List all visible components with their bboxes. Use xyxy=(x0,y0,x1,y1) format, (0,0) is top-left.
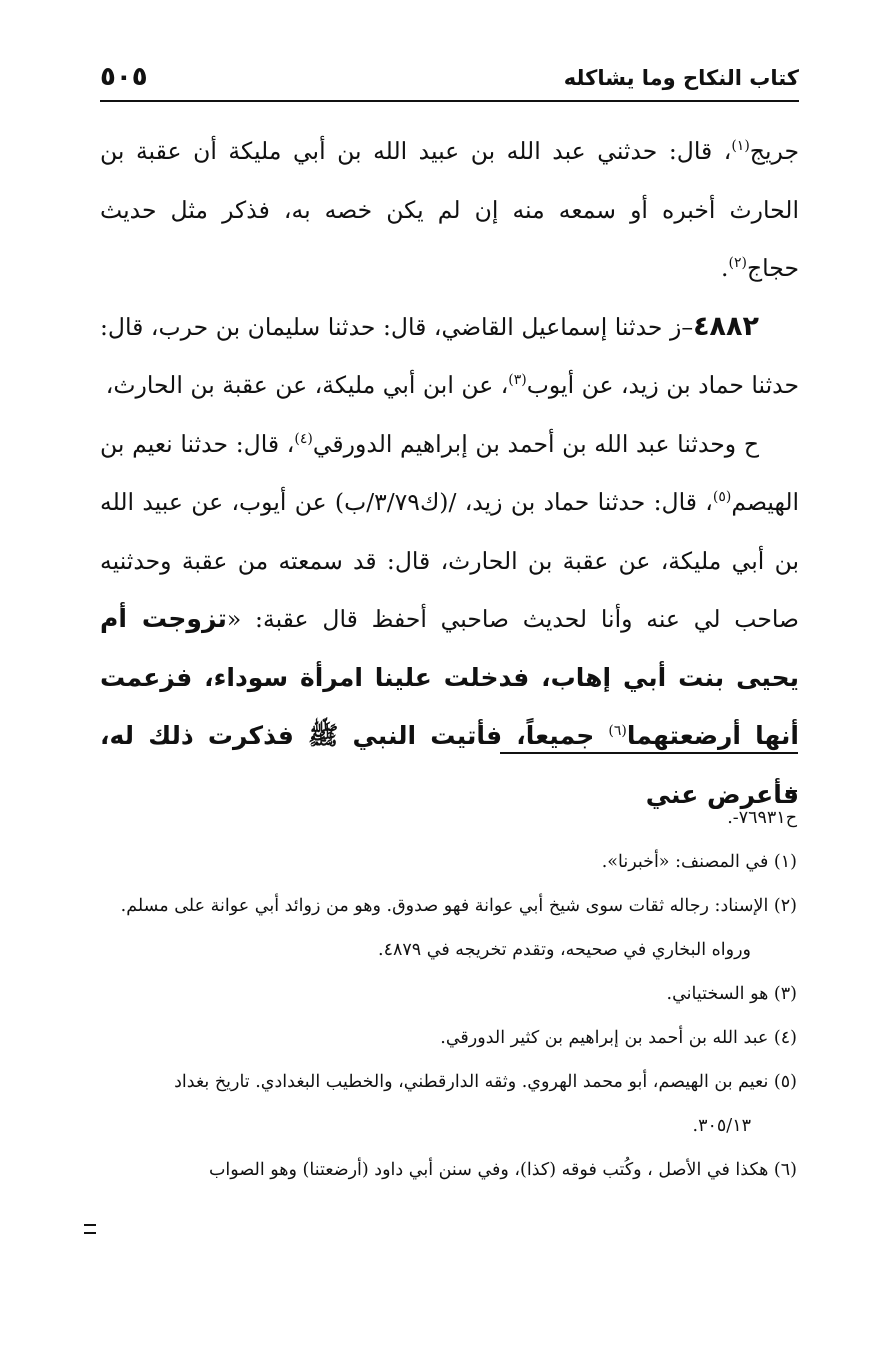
footnote-ref-2: (٢) xyxy=(728,255,747,272)
footnotes xyxy=(104,796,797,1192)
page-number: ٥٠٥ xyxy=(100,62,148,92)
footnote-1: (١) في المصنف: «أخبرنا». xyxy=(601,852,797,872)
footnote-2-cont: ورواه البخاري في صحيحه، وتقدم تخريجه في ٤٨٧٩. xyxy=(378,940,751,960)
footnote-ref-5: (٥) xyxy=(712,489,732,506)
running-header xyxy=(100,60,799,102)
footnote-5: (٥) نعيم بن الهيصم، أبو محمد الهروي. وثقه الدارقطني، والخطيب البغدادي. تاريخ بغداد xyxy=(174,1072,797,1092)
footnote-6: (٦) هكذا في الأصل ، وكُتب فوقه (كذا)، وفي سنن أبي داود (أرضعتنا) وهو الصواب xyxy=(208,1160,797,1180)
hadith-text-bold-cont: جميعاً، فأتيت النبي ﷺ فذكرت ذلك له، فأعرض عني xyxy=(100,721,799,809)
footnote-ref-6: (٦) xyxy=(608,723,627,740)
footnote-carry-over: ح٧٦٩٣١-. xyxy=(727,808,797,828)
footnote-ref-3: (٣) xyxy=(508,372,527,389)
footnote-ref-1: (١) xyxy=(731,138,750,155)
footnote-2: (٢) الإسناد: رجاله ثقات سوى شيخ أبي عوانة فهو صدوق. وهو من زوائد أبي عوانة على مسلم. xyxy=(120,896,797,916)
footnote-ref-4: (٤) xyxy=(294,430,313,447)
footnote-4: (٤) عبد الله بن أحمد بن إبراهيم بن كثير الدورقي. xyxy=(440,1028,797,1048)
hadith-second-chain: ح وحدثنا عبد الله بن أحمد بن إبراهيم الدورقي$^{(٤)}$، قال: حدثنا نعيم بن الهيصم$^{(٥)}$، قال: حدثنا حماد بن زيد، /(ك٣/٧٩/ب) عن أيوب، عن عبيد الله بن أبي مليكة، عن عقبة بن الحارث، قال: قد سمعته من عقبة وحدثنيه صاحب لي عنه وأنا لحديث صاحبي أحفظ قال عقبة: «تزوجت أم يحيى بنت أبي إهاب، فدخلت علينا امرأة سوداء، فزعمت أنها أرضعتهما$^{(٦)}$ جميعاً، فأتيت النبي ﷺ فذكرت ذلك له، فأعرض عني xyxy=(100,429,800,809)
main-text xyxy=(100,122,799,824)
chapter-title: كتاب النكاح وما يشاكله xyxy=(563,66,799,90)
paragraph-continuation: جريج$^{(١)}$، قال: حدثني عبد الله بن عبيد الله بن أبي مليكة أن عقبة بن الحارث أخبره أو سمعه منه إن لم يكن خصه به، فذكر مثل حديث حجاج$^{(٢)}$. xyxy=(100,137,799,282)
hadith-paragraph: ٤٨٨٢–ز حدثنا إسماعيل القاضي، قال: حدثنا سليمان بن حرب، قال: حدثنا حماد بن زيد، عن أيوب$^{(٣)}$، عن ابن أبي مليكة، عن عقبة بن الحارث، xyxy=(100,310,799,399)
continuation-equals-mark xyxy=(84,1224,96,1234)
continuation-mark xyxy=(786,790,797,792)
footnote-3: (٣) هو السختياني. xyxy=(666,984,797,1004)
hadith-text-bold: تزوجت أم يحيى بنت أبي إهاب، فدخلت علينا امرأة سوداء، فزعمت أنها أرضعتهما xyxy=(100,604,799,750)
footnote-separator xyxy=(500,752,798,754)
hadith-number: ٤٨٨٢ xyxy=(693,310,759,342)
footnote-5-cont: ٣٠٥/١٣. xyxy=(692,1116,751,1136)
